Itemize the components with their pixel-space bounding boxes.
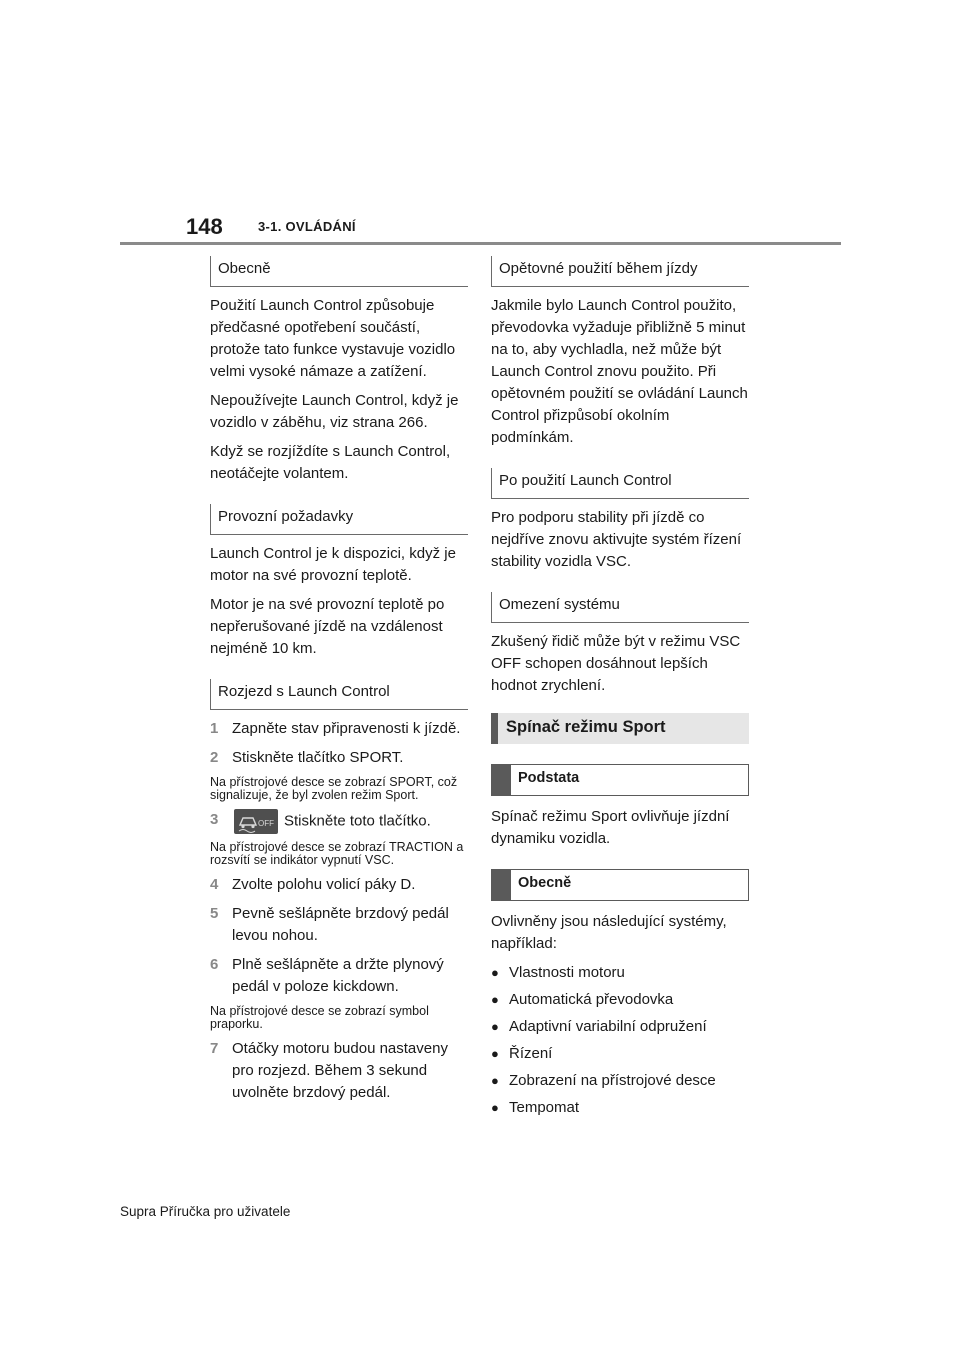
step-text: Otáčky motoru budou nastaveny pro rozjezd. Během 3 sekund uvolněte brzdový pedál.	[232, 1040, 448, 1101]
paragraph: Použití Launch Control způsobuje předčasné opotřebení součástí, protože tato funkce vystavuje vozidlo velmi vysoké námaze a zatížení.	[210, 297, 456, 380]
paragraph: Motor je na své provozní teplotě po nepřerušované jízdě na vzdálenost nejméně 10 km.	[210, 596, 445, 657]
paragraph: Launch Control je k dispozici, když je motor na své provozní teplotě.	[210, 545, 456, 584]
list-item-text: Řízení	[509, 1045, 553, 1062]
paragraph: Ovlivněny jsou následující systémy, například:	[491, 913, 727, 952]
step-4	[210, 874, 468, 896]
list-item	[491, 962, 749, 984]
bullet-icon: ●	[491, 965, 499, 980]
heading-omezeni: Omezení systému	[491, 592, 749, 623]
step-text: Stiskněte toto tlačítko.	[284, 812, 431, 830]
header-rule	[120, 242, 841, 245]
page-number: 148	[186, 214, 223, 239]
step-number: 6	[210, 956, 219, 973]
list-item	[491, 1016, 749, 1038]
section-banner: Spínač režimu Sport	[491, 713, 749, 744]
bullet-icon: ●	[491, 1046, 499, 1061]
bullet-icon: ●	[491, 992, 499, 1007]
heading-obecne: Obecně	[210, 256, 468, 287]
step-3	[210, 809, 468, 834]
step-5	[210, 903, 468, 947]
list-item-text: Tempomat	[509, 1099, 580, 1116]
step-number: 1	[210, 720, 219, 737]
list-item-text: Vlastnosti motoru	[509, 964, 625, 981]
step-number: 3	[210, 811, 219, 828]
paragraph: Jakmile bylo Launch Control použito, převodovka vyžaduje přibližně 5 minut na to, aby vychladla, než může být Launch Control znovu použito. Při opětovném použití se ovládání Launch Control přizpůsobí okolním podmínkám.	[491, 297, 748, 446]
list-item	[491, 1070, 749, 1092]
heading-podstata: Podstata	[491, 764, 749, 796]
step-number: 4	[210, 876, 219, 893]
heading-po-pouziti: Po použití Launch Control	[491, 468, 749, 499]
paragraph: Zkušený řidič může být v režimu VSC OFF schopen dosáhnout lepších hodnot zrychlení.	[491, 633, 741, 694]
step-number: 2	[210, 749, 219, 766]
step-text: Pevně sešlápněte brzdový pedál levou nohou.	[232, 905, 449, 944]
bullet-icon: ●	[491, 1019, 499, 1034]
step-7	[210, 1038, 468, 1104]
icon-off-label: OFF	[258, 819, 274, 828]
heading-rozjezd: Rozjezd s Launch Control	[210, 679, 468, 710]
heading-opetovne-pouziti: Opětovné použití během jízdy	[491, 256, 749, 287]
list-item	[491, 1043, 749, 1065]
step-number: 5	[210, 905, 219, 922]
list-item	[491, 989, 749, 1011]
vsc-off-icon	[234, 809, 278, 834]
left-column	[210, 256, 468, 1111]
section-label: 3-1. OVLÁDÁNÍ	[258, 219, 356, 234]
note: Na přístrojové desce se zobrazí TRACTION a rozsvítí se indikátor vypnutí VSC.	[210, 840, 464, 867]
list-item	[491, 1097, 749, 1119]
list-item-text: Automatická převodovka	[509, 991, 674, 1008]
paragraph: Pro podporu stability při jízdě co nejdříve znovu aktivujte systém řízení stability vozidla VSC.	[491, 509, 742, 570]
paragraph: Když se rozjíždíte s Launch Control, neotáčejte volantem.	[210, 443, 451, 482]
step-2	[210, 747, 468, 769]
heading-provozni-pozadavky: Provozní požadavky	[210, 504, 468, 535]
heading-obecne-box: Obecně	[491, 869, 749, 901]
footer-text: Supra Příručka pro uživatele	[120, 1204, 291, 1219]
step-text: Plně sešlápněte a držte plynový pedál v poloze kickdown.	[232, 956, 444, 995]
list-item-text: Zobrazení na přístrojové desce	[509, 1072, 716, 1089]
step-text: Stiskněte tlačítko SPORT.	[232, 749, 404, 766]
bullet-icon: ●	[491, 1073, 499, 1088]
step-text: Zapněte stav připravenosti k jízdě.	[232, 720, 461, 737]
step-6	[210, 954, 468, 998]
step-1	[210, 718, 468, 740]
note: Na přístrojové desce se zobrazí SPORT, což signalizuje, že byl zvolen režim Sport.	[210, 775, 458, 802]
note: Na přístrojové desce se zobrazí symbol praporku.	[210, 1004, 429, 1031]
paragraph: Nepoužívejte Launch Control, když je vozidlo v záběhu, viz strana 266.	[210, 392, 459, 431]
right-column	[491, 256, 749, 1124]
list-item-text: Adaptivní variabilní odpružení	[509, 1018, 707, 1035]
paragraph: Spínač režimu Sport ovlivňuje jízdní dynamiku vozidla.	[491, 808, 730, 847]
step-text: Zvolte polohu volicí páky D.	[232, 876, 416, 893]
step-number: 7	[210, 1040, 219, 1057]
bullet-icon: ●	[491, 1100, 499, 1115]
